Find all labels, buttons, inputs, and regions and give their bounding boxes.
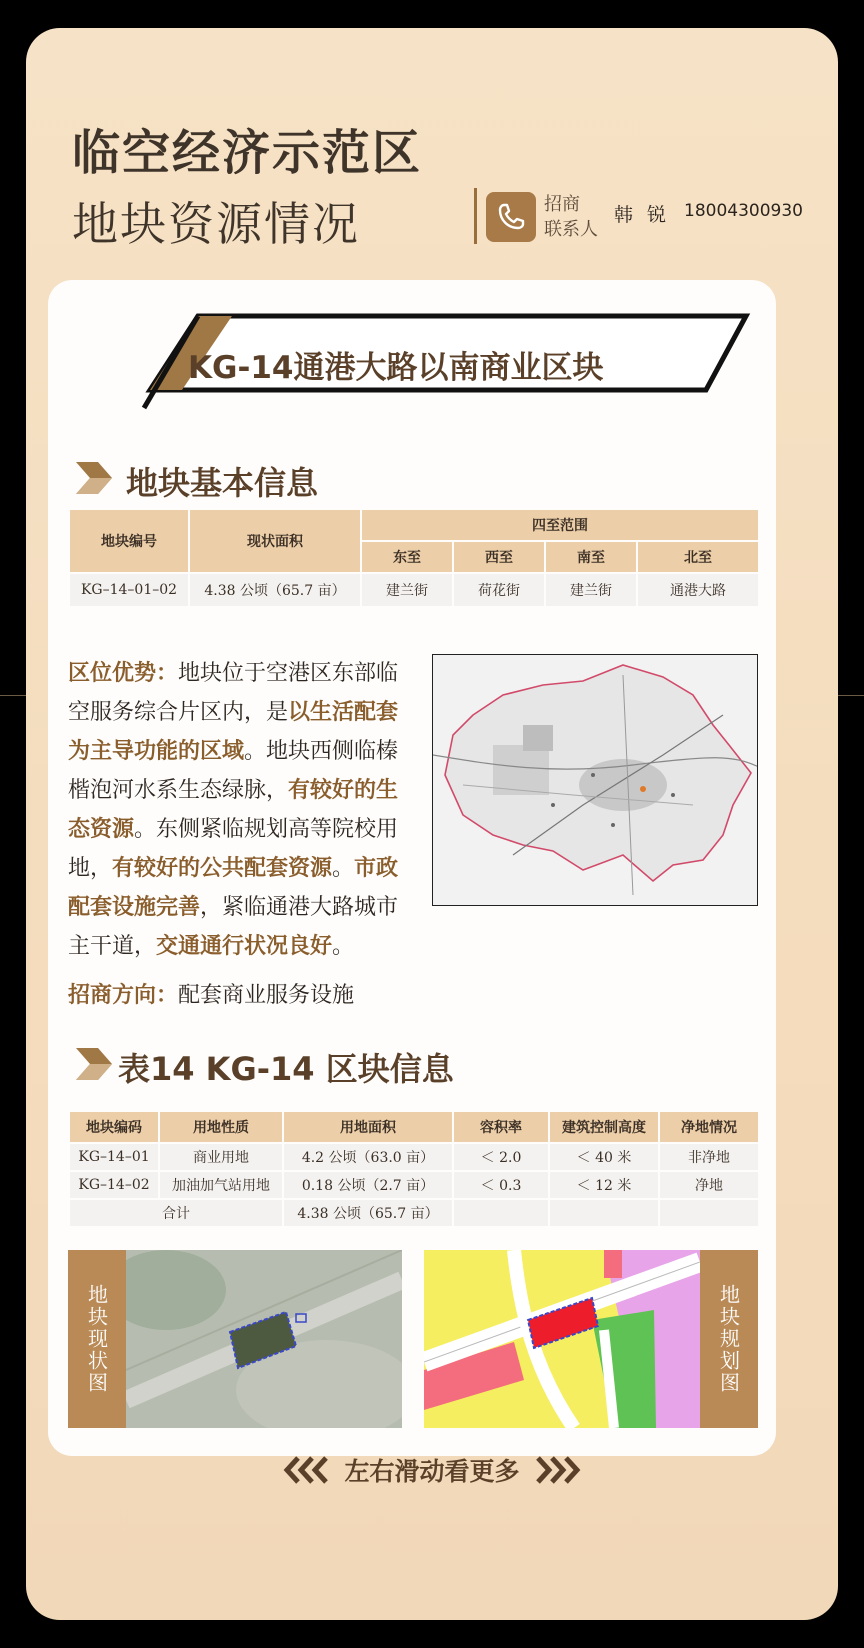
table-cell: 加油加气站用地: [160, 1172, 282, 1198]
planning-image[interactable]: [424, 1250, 758, 1428]
text: ，紧临通港大路城市主干道，: [68, 895, 399, 959]
table-row: [70, 574, 758, 606]
contact-phone[interactable]: 18004300930: [684, 201, 803, 221]
page-title: 临空经济示范区: [72, 125, 423, 181]
table-subheader: 东至: [362, 542, 452, 572]
text: 配套商业服务设施: [178, 983, 355, 1008]
contact-label: 招商: [544, 194, 580, 215]
chevron-right-icon: [76, 1048, 114, 1080]
table-cell: 荷花街: [454, 574, 544, 606]
chevrons-right-icon: [530, 1455, 582, 1485]
text: 。地块西侧临榛楷泡河水系生态绿脉，: [68, 739, 399, 803]
text: 。东侧紧临规划高等院校用地，: [68, 817, 399, 881]
table-cell: 4.2 公顷（63.0 亩）: [284, 1144, 452, 1170]
table-cell: 合计: [70, 1200, 282, 1226]
table-row-total: [70, 1200, 758, 1226]
location-map[interactable]: [432, 654, 758, 906]
table-cell: ＜ 0.3: [454, 1172, 548, 1198]
table-header: 现状面积: [190, 510, 360, 572]
table-header: 建筑控制高度: [550, 1112, 658, 1142]
table-cell: 4.38 公顷（65.7 亩）: [190, 574, 360, 606]
table-cell: 净地: [660, 1172, 758, 1198]
table-subheader: 南至: [546, 542, 636, 572]
image-label: 地块现状图: [68, 1250, 126, 1428]
table-header: 地块编号: [70, 510, 188, 572]
table-header: 地块编码: [70, 1112, 158, 1142]
table-cell: 0.18 公顷（2.7 亩）: [284, 1172, 452, 1198]
block-info-table: [68, 1110, 760, 1228]
text: 。: [332, 856, 355, 881]
content-card: [48, 280, 776, 1456]
swipe-hint[interactable]: [26, 1452, 838, 1489]
contact-name: 韩锐: [614, 204, 681, 226]
table-cell: [550, 1200, 658, 1226]
table-cell: 建兰街: [546, 574, 636, 606]
table-row: [70, 1172, 758, 1198]
investment-direction: [68, 978, 354, 1009]
section-title: 地块基本信息: [126, 464, 319, 502]
phone-icon[interactable]: [486, 192, 536, 242]
chevrons-left-icon: [282, 1455, 334, 1485]
highlight: 市政配套设施完善: [68, 856, 399, 920]
parcel-basic-table: [68, 508, 760, 608]
location-description: [68, 654, 420, 966]
swipe-text: 左右滑动看更多: [344, 1457, 520, 1486]
text: 地块位于空港区东部临空服务综合片区内，是: [68, 661, 399, 725]
highlight: 有较好的生态资源: [68, 778, 399, 842]
table-cell: 4.38 公顷（65.7 亩）: [284, 1200, 452, 1226]
table-cell: 通港大路: [638, 574, 758, 606]
table-row: [70, 1144, 758, 1170]
highlight: 以生活配套为主导功能的区域: [68, 700, 399, 764]
table-cell: KG–14–02: [70, 1172, 158, 1198]
table-header: 用地性质: [160, 1112, 282, 1142]
page-subtitle: 地块资源情况: [72, 197, 360, 251]
image-label: 地块规划图: [700, 1250, 758, 1428]
current-status-image[interactable]: [68, 1250, 402, 1428]
table-cell: KG–14–01: [70, 1144, 158, 1170]
section-heading: [76, 1044, 576, 1088]
table-cell: [454, 1200, 548, 1226]
contact-block: [474, 188, 834, 248]
label: 招商方向：: [68, 983, 179, 1008]
table-subheader: 西至: [454, 542, 544, 572]
chevron-right-icon: [76, 462, 114, 494]
highlight: 有较好的公共配套资源: [112, 856, 333, 881]
text: 。: [332, 934, 355, 959]
label: 区位优势：: [68, 661, 179, 686]
table-cell: 建兰街: [362, 574, 452, 606]
table-cell: KG–14–01–02: [70, 574, 188, 606]
table-header: 用地面积: [284, 1112, 452, 1142]
section-heading: [76, 458, 576, 502]
table-cell: [660, 1200, 758, 1226]
table-cell: 商业用地: [160, 1144, 282, 1170]
table-cell: ＜ 40 米: [550, 1144, 658, 1170]
contact-label: 联系人: [544, 219, 598, 240]
table-header: 容积率: [454, 1112, 548, 1142]
table-subheader: 北至: [638, 542, 758, 572]
block-title: KG-14通港大路以南商业区块: [188, 350, 604, 386]
contact-divider: [474, 188, 477, 244]
poster: [26, 28, 838, 1620]
table-cell: 非净地: [660, 1144, 758, 1170]
table-cell: ＜ 2.0: [454, 1144, 548, 1170]
table-header: 四至范围: [362, 510, 758, 540]
highlight: 交通通行状况良好: [156, 934, 333, 959]
section-title: 表14 KG-14 区块信息: [118, 1050, 454, 1088]
table-header: 净地情况: [660, 1112, 758, 1142]
table-cell: ＜ 12 米: [550, 1172, 658, 1198]
